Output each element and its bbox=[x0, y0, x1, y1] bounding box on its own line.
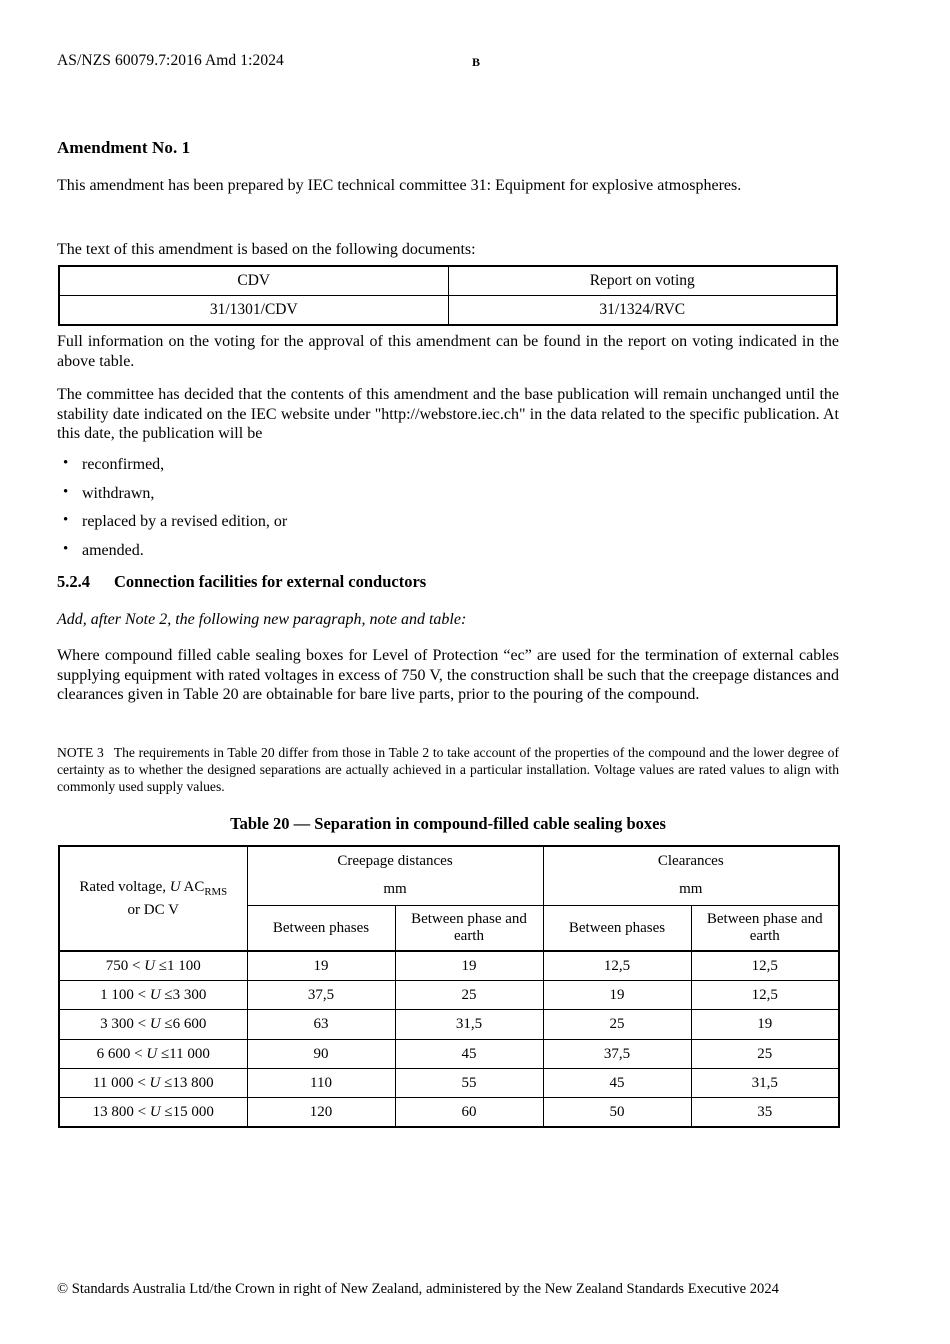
paragraph-text-based-on: The text of this amendment is based on the following documents: bbox=[57, 241, 476, 258]
cell-creepage-between-phase-and-earth: 25 bbox=[395, 981, 543, 1010]
voltage-low: 750 bbox=[105, 958, 129, 975]
voltage-symbol: U bbox=[169, 879, 181, 895]
header-group-clearances bbox=[543, 846, 839, 906]
cell-clearance-between-phases: 50 bbox=[543, 1097, 691, 1127]
paragraph-prepared-by: This amendment has been prepared by IEC technical committee 31: Equipment for explosive atmospheres. bbox=[57, 177, 742, 194]
voltage-low: 13 800 bbox=[92, 1104, 134, 1121]
note-label: NOTE 3 bbox=[57, 745, 104, 760]
report-on-voting-header-cell: Report on voting bbox=[448, 266, 837, 296]
voltage-high: 13 800 bbox=[172, 1074, 214, 1091]
cell-clearance-between-phase-and-earth: 12,5 bbox=[691, 981, 839, 1010]
document-reference: AS/NZS 60079.7:2016 Amd 1:2024 bbox=[57, 52, 284, 69]
cell-rated-voltage-range: 11 000 < U ≤13 800 bbox=[59, 1068, 247, 1097]
voltage-low: 11 000 bbox=[92, 1074, 134, 1091]
note-3 bbox=[57, 744, 839, 795]
cell-rated-voltage-range: 1 100 < U ≤3 300 bbox=[59, 981, 247, 1010]
creepage-unit: mm bbox=[383, 881, 407, 897]
running-header bbox=[57, 52, 839, 74]
header-rated-voltage bbox=[59, 846, 247, 951]
cell-clearance-between-phases: 12,5 bbox=[543, 951, 691, 981]
cell-clearance-between-phase-and-earth: 25 bbox=[691, 1039, 839, 1068]
voltage-low: 3 300 bbox=[100, 1016, 134, 1033]
clause-heading bbox=[57, 572, 426, 592]
list-item: • replaced by a revised edition, or bbox=[57, 512, 557, 531]
voltage-symbol: U bbox=[144, 958, 156, 975]
cell-clearance-between-phase-and-earth: 12,5 bbox=[691, 951, 839, 981]
voltage-low: 1 100 bbox=[100, 987, 134, 1004]
rated-voltage-text-pre: Rated voltage, bbox=[79, 879, 170, 895]
cell-creepage-between-phase-and-earth: 45 bbox=[395, 1039, 543, 1068]
table-row bbox=[59, 296, 837, 326]
page-title: Amendment No. 1 bbox=[57, 138, 191, 157]
cell-clearance-between-phases: 37,5 bbox=[543, 1039, 691, 1068]
cell-rated-voltage-range: 6 600 < U ≤11 000 bbox=[59, 1039, 247, 1068]
header-clearance-between-phase-and-earth: Between phase and earth bbox=[691, 906, 839, 952]
paragraph-full-information: Full information on the voting for the approval of this amendment can be found in the report on voting indicated in the above table. bbox=[57, 333, 839, 370]
page-footer: © Standards Australia Ltd/the Crown in right of New Zealand, administered by the New Zealand Standards Executive 2024 bbox=[57, 1281, 779, 1297]
cell-creepage-between-phase-and-earth: 55 bbox=[395, 1068, 543, 1097]
header-creepage-between-phase-and-earth: Between phase and earth bbox=[395, 906, 543, 952]
voltage-high: 3 300 bbox=[172, 987, 207, 1004]
voltage-high: 1 100 bbox=[167, 958, 201, 975]
voltage-high: 11 000 bbox=[169, 1045, 210, 1062]
voltage-symbol: U bbox=[149, 1074, 161, 1091]
voltage-high: 6 600 bbox=[172, 1016, 207, 1033]
voltage-low: 6 600 bbox=[96, 1045, 131, 1062]
header-group-creepage bbox=[247, 846, 543, 906]
table-row bbox=[59, 951, 839, 981]
clause-title: Connection facilities for external conductors bbox=[114, 572, 427, 591]
voltage-symbol: U bbox=[149, 1016, 161, 1033]
cell-creepage-between-phase-and-earth: 19 bbox=[395, 951, 543, 981]
group-clearances-label: Clearances bbox=[657, 853, 724, 869]
cell-rated-voltage-range: 750 < U ≤1 100 bbox=[59, 951, 247, 981]
cell-clearance-between-phase-and-earth: 31,5 bbox=[691, 1068, 839, 1097]
voltage-symbol: U bbox=[149, 987, 161, 1004]
cdv-value-cell: 31/1301/CDV bbox=[59, 296, 448, 326]
table-row bbox=[59, 1068, 839, 1097]
cell-clearance-between-phases: 19 bbox=[543, 981, 691, 1010]
page-letter-marker: B bbox=[472, 55, 481, 69]
cell-creepage-between-phases: 37,5 bbox=[247, 981, 395, 1010]
rated-voltage-text-post: AC bbox=[180, 879, 205, 895]
table-20-caption: Table 20 — Separation in compound-filled cable sealing boxes bbox=[230, 814, 666, 833]
rvc-value-cell: 31/1324/RVC bbox=[448, 296, 837, 326]
note-text: The requirements in Table 20 differ from those in Table 2 to take account of the properties of the compound and the lower degree of certainty as to whether the designed separations are actually achieved in a particular installation. Voltage values are rated values to align with commonly used supply values. bbox=[57, 745, 840, 794]
voltage-symbol: U bbox=[146, 1045, 158, 1062]
list-item: • amended. bbox=[57, 541, 557, 560]
cell-creepage-between-phase-and-earth: 31,5 bbox=[395, 1010, 543, 1039]
cell-rated-voltage-range: 13 800 < U ≤15 000 bbox=[59, 1097, 247, 1127]
header-creepage-between-phases: Between phases bbox=[247, 906, 395, 952]
cell-creepage-between-phases: 120 bbox=[247, 1097, 395, 1127]
table-row bbox=[59, 981, 839, 1010]
header-clearance-between-phases: Between phases bbox=[543, 906, 691, 952]
table-row bbox=[59, 1010, 839, 1039]
cell-clearance-between-phases: 25 bbox=[543, 1010, 691, 1039]
cell-creepage-between-phases: 90 bbox=[247, 1039, 395, 1068]
table-20 bbox=[58, 845, 838, 1128]
clearances-unit: mm bbox=[679, 881, 703, 897]
cell-creepage-between-phase-and-earth: 60 bbox=[395, 1097, 543, 1127]
cell-creepage-between-phases: 63 bbox=[247, 1010, 395, 1039]
voltage-symbol: U bbox=[149, 1104, 161, 1121]
table-row bbox=[59, 1097, 839, 1127]
table-row bbox=[59, 1039, 839, 1068]
editorial-instruction: Add, after Note 2, the following new paragraph, note and table: bbox=[57, 611, 467, 628]
cell-clearance-between-phase-and-earth: 35 bbox=[691, 1097, 839, 1127]
rated-voltage-line2: or DC V bbox=[127, 902, 179, 918]
cell-rated-voltage-range: 3 300 < U ≤6 600 bbox=[59, 1010, 247, 1039]
cell-creepage-between-phases: 110 bbox=[247, 1068, 395, 1097]
list-item: • withdrawn, bbox=[57, 484, 557, 503]
cell-clearance-between-phase-and-earth: 19 bbox=[691, 1010, 839, 1039]
table-row-header-group bbox=[59, 846, 839, 906]
group-creepage-label: Creepage distances bbox=[337, 853, 453, 869]
cell-clearance-between-phases: 45 bbox=[543, 1068, 691, 1097]
paragraph-committee-decision: The committee has decided that the contents of this amendment and the base publication will remain unchanged until the stability date indicated on the IEC website under "http://webstore.iec.ch" in the data related to the specific publication. At this date, the publication will be bbox=[57, 386, 839, 442]
voltage-high: 15 000 bbox=[172, 1104, 214, 1121]
source-documents-table bbox=[58, 265, 838, 326]
publication-status-list bbox=[57, 455, 557, 569]
cdv-header-cell: CDV bbox=[59, 266, 448, 296]
paragraph-compound-sealing-boxes: Where compound filled cable sealing boxes for Level of Protection “ec” are used for the termination of external cables supplying equipment with rated voltages in excess of 750 V, the construction shall be such that the creepage distances and clearances given in Table 20 are obtainable for bare live parts, prior to the pouring of the compound. bbox=[57, 647, 839, 703]
list-item: • reconfirmed, bbox=[57, 455, 557, 474]
table-row-header bbox=[59, 266, 837, 296]
clause-number: 5.2.4 bbox=[57, 572, 90, 591]
cell-creepage-between-phases: 19 bbox=[247, 951, 395, 981]
rms-subscript: RMS bbox=[204, 886, 228, 898]
